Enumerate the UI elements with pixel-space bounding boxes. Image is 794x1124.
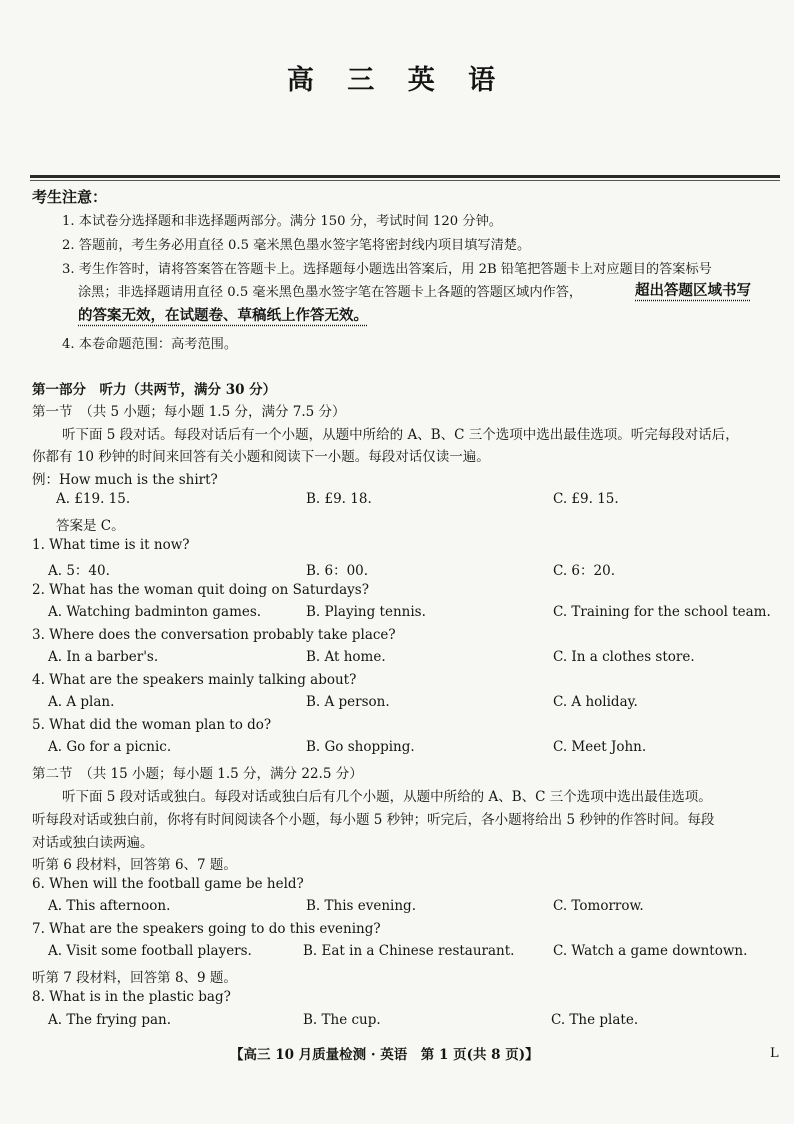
- question-7-option-b: B. Eat in a Chinese restaurant.: [303, 943, 515, 959]
- question-4-option-b: B. A person.: [306, 694, 390, 710]
- header-divider-thin: [30, 180, 780, 181]
- question-8-option-b: B. The cup.: [303, 1012, 381, 1028]
- notice-item-3: 3. 考生作答时，请将答案答在答题卡上。选择题每小题选出答案后，用 2B 铅笔把答题卡上对应题目的答案标号: [62, 262, 712, 277]
- material-6-note: 听第 6 段材料，回答第 6、7 题。: [32, 857, 237, 873]
- sec2-intro-1: 听下面 5 段对话或独白。每段对话或独白后有几个小题，从题中所给的 A、B、C 三个选项中选出最佳选项。: [62, 789, 712, 805]
- question-7-option-a: A. Visit some football players.: [48, 943, 252, 959]
- sec2-intro-3: 对话或独白读两遍。: [32, 835, 154, 851]
- sec1-intro-1: 听下面 5 段对话。每段对话后有一个小题，从题中所给的 A、B、C 三个选项中选出最佳选项。听完每段对话后，: [62, 427, 739, 443]
- sec2-intro-2: 听每段对话或独白前，你将有时间阅读各个小题，每小题 5 秒钟；听完后，各小题将给出 5 秒钟的作答时间。每段: [32, 812, 715, 828]
- page-title: 高 三 英 语: [286, 65, 508, 96]
- page-footer: 【高三 10 月质量检测 · 英语 第 1 页(共 8 页)】: [230, 1047, 539, 1063]
- question-5-option-b: B. Go shopping.: [306, 739, 415, 755]
- notice-item-3-line2: 涂黑；非选择题请用直径 0.5 毫米黑色墨水签字笔在答题卡上各题的答题区域内作答，: [78, 285, 583, 300]
- question-5-option-a: A. Go for a picnic.: [48, 739, 172, 755]
- question-4-option-c: C. A holiday.: [553, 694, 638, 710]
- example-option-b: B. £9. 18.: [306, 491, 372, 507]
- question-8-option-c: C. The plate.: [551, 1012, 639, 1028]
- question-6-option-a: A. This afternoon.: [48, 898, 171, 914]
- question-4-option-a: A. A plan.: [48, 694, 115, 710]
- example-option-a: A. £19. 15.: [56, 491, 131, 507]
- part1-heading: 第一部分 听力（共两节，满分 30 分）: [32, 382, 277, 398]
- question-8: 8. What is in the plastic bag?: [32, 989, 231, 1005]
- question-2-option-c: C. Training for the school team.: [553, 604, 771, 620]
- question-5: 5. What did the woman plan to do?: [32, 717, 272, 733]
- example-question: 例：How much is the shirt?: [32, 472, 218, 488]
- question-6-option-b: B. This evening.: [306, 898, 416, 914]
- example-option-c: C. £9. 15.: [553, 491, 619, 507]
- question-1-option-c: C. 6：20.: [553, 563, 615, 579]
- notice-item-1: 1. 本试卷分选择题和非选择题两部分。满分 150 分，考试时间 120 分钟。: [62, 214, 502, 229]
- question-8-option-a: A. The frying pan.: [48, 1012, 172, 1028]
- question-7-option-c: C. Watch a game downtown.: [553, 943, 748, 959]
- question-3-option-c: C. In a clothes store.: [553, 649, 695, 665]
- question-5-option-c: C. Meet John.: [553, 739, 647, 755]
- example-answer: 答案是 C。: [56, 518, 125, 534]
- sec2-heading: 第二节 （共 15 小题；每小题 1.5 分，满分 22.5 分）: [32, 766, 363, 782]
- question-2-option-a: A. Watching badminton games.: [48, 604, 262, 620]
- question-3: 3. Where does the conversation probably take place?: [32, 627, 396, 643]
- question-1: 1. What time is it now?: [32, 537, 190, 553]
- question-7: 7. What are the speakers going to do this evening?: [32, 921, 381, 937]
- question-2-option-b: B. Playing tennis.: [306, 604, 426, 620]
- notice-item-4: 4. 本卷命题范围：高考范围。: [62, 337, 238, 352]
- notice-item-2: 2. 答题前，考生务必用直径 0.5 毫米黑色墨水签字笔将密封线内项目填写清楚。: [62, 238, 531, 253]
- header-divider: [30, 175, 780, 178]
- question-4: 4. What are the speakers mainly talking about?: [32, 672, 357, 688]
- material-7-note: 听第 7 段材料，回答第 8、9 题。: [32, 970, 237, 986]
- question-6: 6. When will the football game be held?: [32, 876, 304, 892]
- sec1-intro-2: 你都有 10 秒钟的时间来回答有关小题和阅读下一小题。每段对话仅读一遍。: [32, 449, 490, 465]
- question-6-option-c: C. Tomorrow.: [553, 898, 644, 914]
- question-1-option-b: B. 6：00.: [306, 563, 369, 579]
- notice-emphasis-2: 的答案无效，在试题卷、草稿纸上作答无效。: [78, 308, 368, 324]
- question-3-option-b: B. At home.: [306, 649, 386, 665]
- question-3-option-a: A. In a barber's.: [48, 649, 159, 665]
- question-1-option-a: A. 5：40.: [48, 563, 110, 579]
- notice-heading: 考生注意：: [32, 188, 108, 206]
- sec1-heading: 第一节 （共 5 小题；每小题 1.5 分，满分 7.5 分）: [32, 404, 346, 420]
- question-2: 2. What has the woman quit doing on Saturdays?: [32, 582, 369, 598]
- notice-emphasis-1: 超出答题区域书写: [635, 283, 751, 299]
- corner-mark: L: [770, 1046, 779, 1061]
